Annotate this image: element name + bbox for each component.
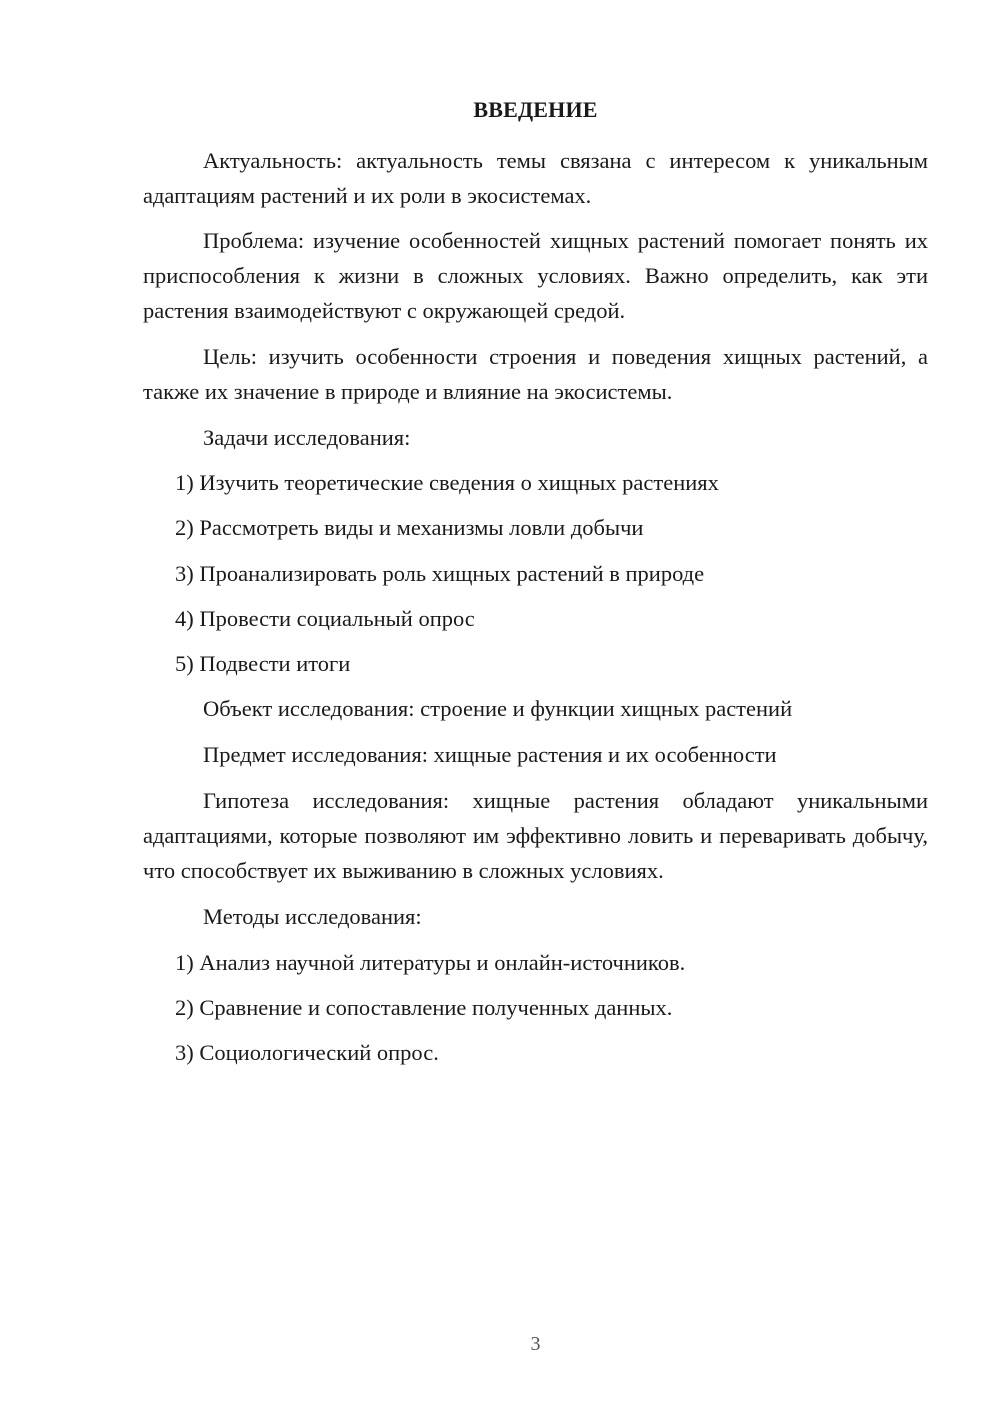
goal-paragraph: Цель: изучить особенности строения и поведения хищных растений, а также их значение в природе и влияние на экосистемы. [143, 344, 928, 404]
method-item: 1) Анализ научной литературы и онлайн-источников. [175, 950, 686, 975]
method-item: 2) Сравнение и сопоставление полученных данных. [175, 995, 673, 1020]
section-title: ВВЕДЕНИЕ [473, 97, 598, 122]
tasks-heading: Задачи исследования: [203, 425, 411, 450]
problem-paragraph: Проблема: изучение особенностей хищных растений помогает понять их приспособления к жизни в сложных условиях. Важно определить, как эти растения взаимодействуют с окружающей средой. [143, 228, 928, 323]
task-item: 4) Провести социальный опрос [175, 606, 475, 631]
task-item: 1) Изучить теоретические сведения о хищных растениях [175, 470, 719, 495]
hypothesis-paragraph: Гипотеза исследования: хищные растения обладают уникальными адаптациями, которые позволяют им эффективно ловить и переваривать добычу, что способствует их выживанию в сложных условиях. [143, 788, 928, 883]
subject-line: Предмет исследования: хищные растения и их особенности [203, 742, 777, 767]
task-item: 2) Рассмотреть виды и механизмы ловли добычи [175, 515, 644, 540]
object-line: Объект исследования: строение и функции хищных растений [203, 696, 793, 721]
task-item: 5) Подвести итоги [175, 651, 351, 676]
relevance-paragraph: Актуальность: актуальность темы связана с интересом к уникальным адаптациям растений и их роли в экосистемах. [143, 148, 928, 208]
task-item: 3) Проанализировать роль хищных растений в природе [175, 561, 705, 586]
method-item: 3) Социологический опрос. [175, 1040, 439, 1065]
methods-heading: Методы исследования: [203, 904, 422, 929]
page-number: 3 [530, 1333, 541, 1355]
document-page [143, 0, 928, 1414]
